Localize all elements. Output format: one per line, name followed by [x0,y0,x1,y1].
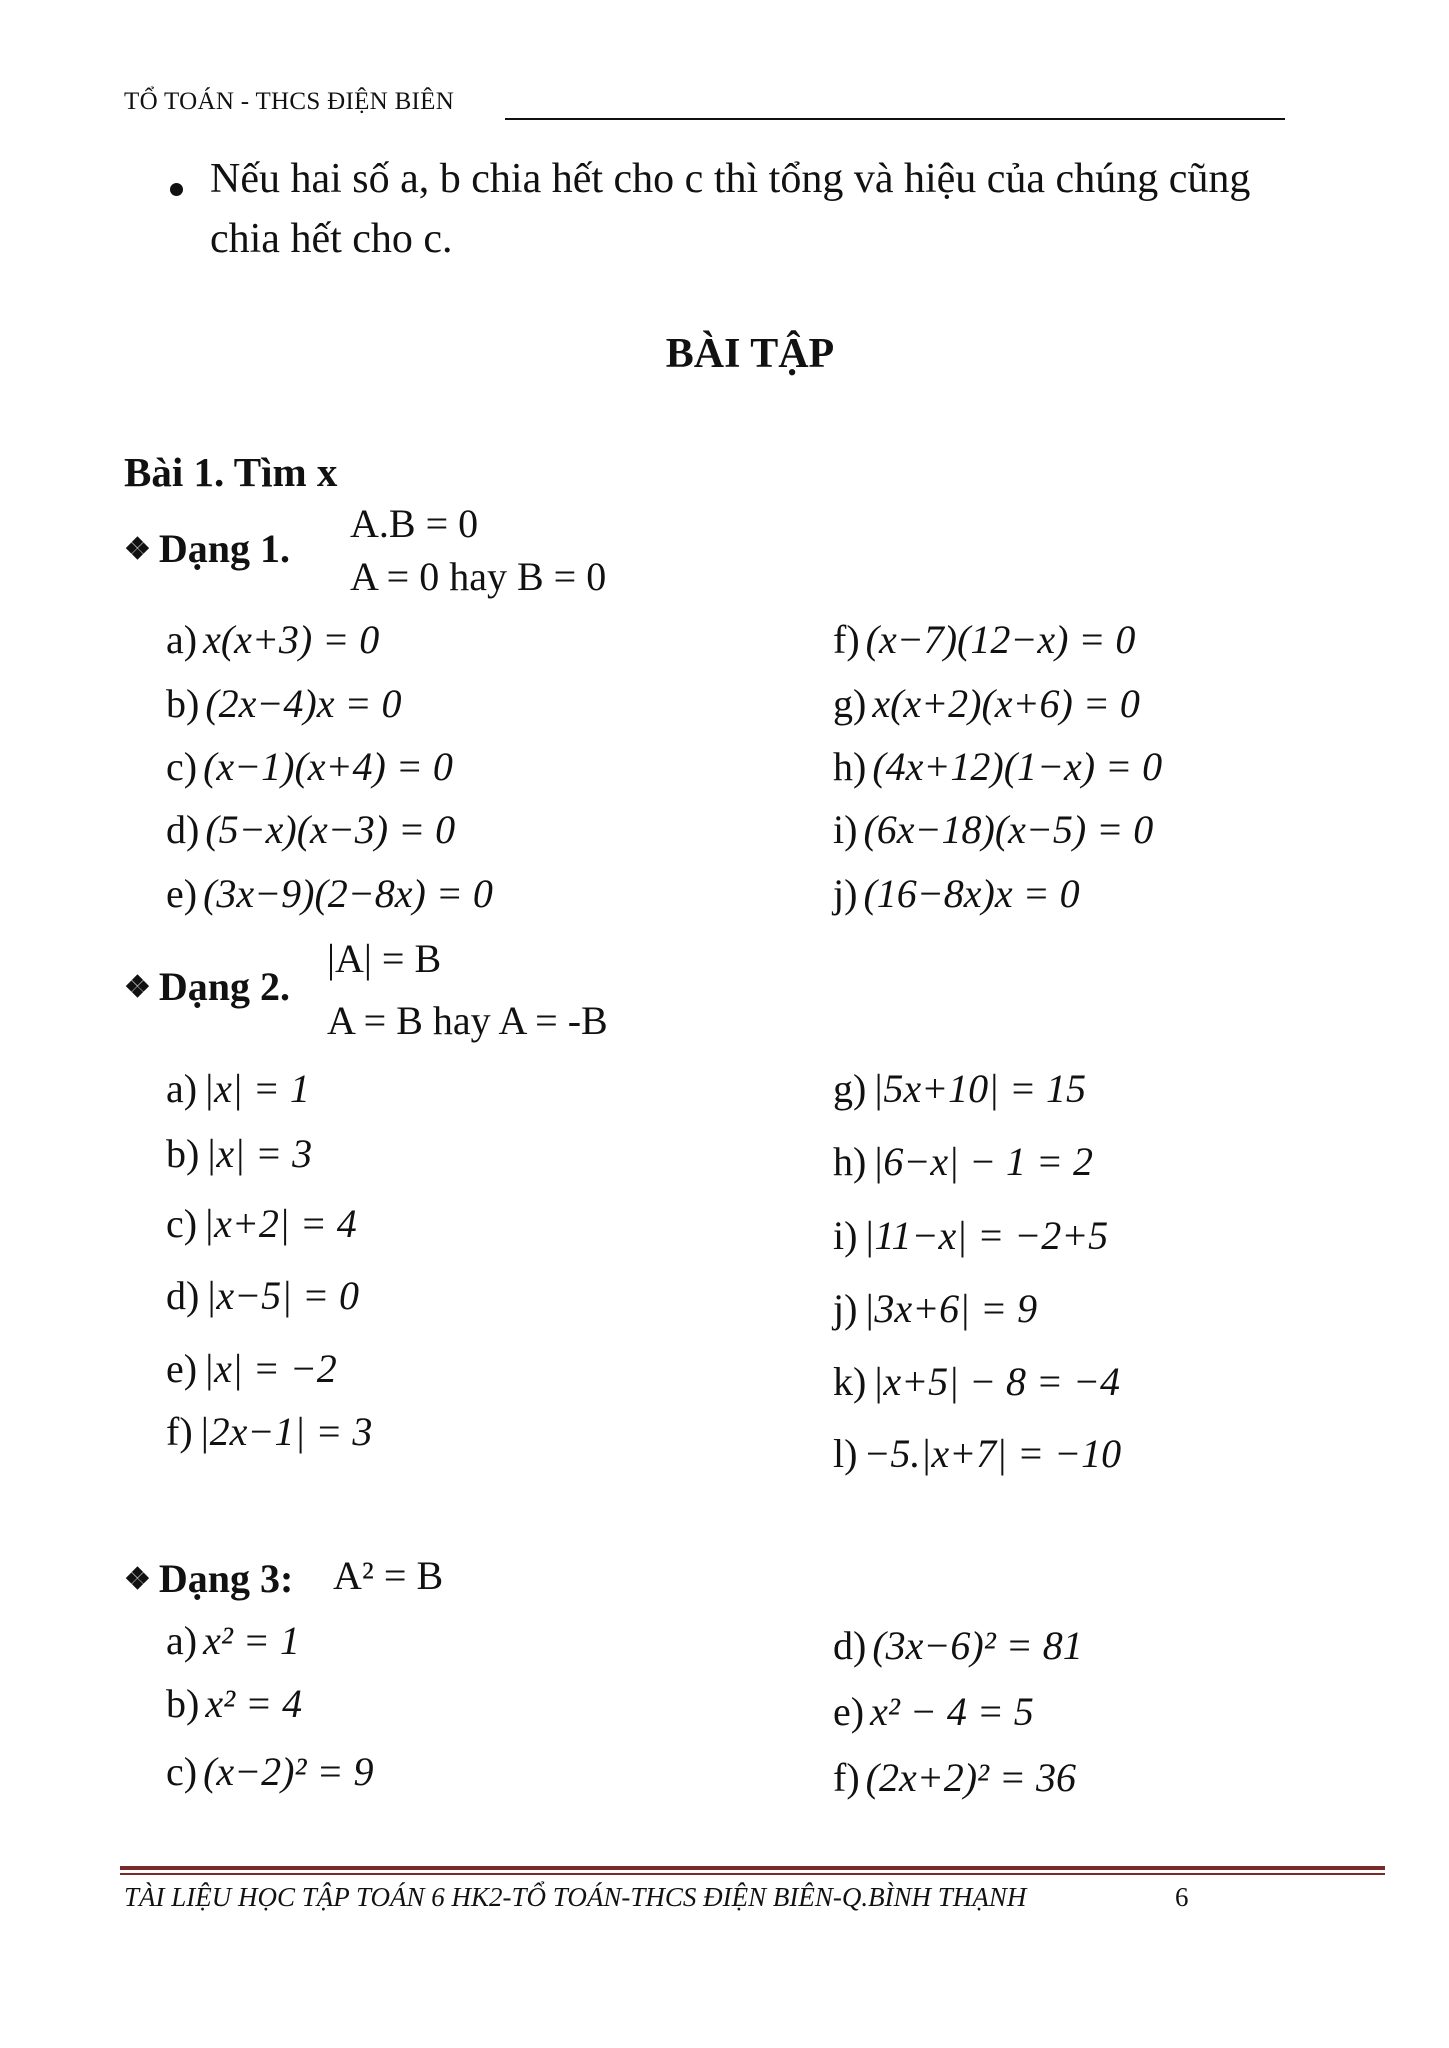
dang3-label: Dạng 3: [158,1556,294,1601]
exercise-item: i) (6x−18)(x−5) = 0 [833,807,1154,852]
dang3-heading [124,1555,293,1602]
page-header: TỔ TOÁN - THCS ĐIỆN BIÊN [124,88,455,115]
footer-text: TÀI LIỆU HỌC TẬP TOÁN 6 HK2-TỔ TOÁN-THCS ĐIỆN BIÊN-Q.BÌNH THẠNH [124,1882,1027,1912]
dang2-heading [124,963,290,1010]
bullet-icon [170,183,183,196]
diamond-bullet-icon: ❖ [124,971,151,1004]
exercise-item: e) x² − 4 = 5 [833,1689,1034,1734]
exercise-item: j) |3x+6| = 9 [833,1286,1038,1331]
dang1-formula1: A.B = 0 [350,501,479,546]
dang2-label: Dạng 2. [158,964,291,1009]
exercise-item: c) |x+2| = 4 [166,1201,357,1246]
footer-rule [120,1866,1385,1870]
exercise-item: e) |x| = −2 [166,1346,337,1391]
exercise-item: e) (3x−9)(2−8x) = 0 [166,871,493,916]
bullet-text-line2: chia hết cho c. [210,216,453,262]
exercise-item: h) (4x+12)(1−x) = 0 [833,744,1163,789]
exercise-item: g) x(x+2)(x+6) = 0 [833,681,1140,726]
header-rule [505,118,1285,120]
exercise-item: a) |x| = 1 [166,1066,310,1111]
dang1-label: Dạng 1. [158,526,291,571]
dang3-formula1: A² = B [333,1553,444,1598]
exercise-item: c) (x−1)(x+4) = 0 [166,744,453,789]
exercise-item: i) |11−x| = −2+5 [833,1213,1109,1258]
exercise-item: d) (5−x)(x−3) = 0 [166,807,456,852]
section-title: BÀI TẬP [665,331,835,377]
exercise-item: c) (x−2)² = 9 [166,1749,374,1794]
diamond-bullet-icon: ❖ [124,1563,151,1596]
page-number: 6 [1175,1882,1189,1912]
exercise-item: k) |x+5| − 8 = −4 [833,1359,1121,1404]
exercise-item: f) (x−7)(12−x) = 0 [833,617,1136,662]
footer-rule-thin [120,1873,1385,1875]
bullet-text-line1: Nếu hai số a, b chia hết cho c thì tổng và hiệu của chúng cũng [210,156,1251,202]
dang1-formula2: A = 0 hay B = 0 [350,554,607,599]
exercise-item: j) (16−8x)x = 0 [833,871,1080,916]
exercise-item: b) x² = 4 [166,1681,303,1726]
exercise-item: f) |2x−1| = 3 [166,1409,373,1454]
exercise-item: d) (3x−6)² = 81 [833,1623,1083,1668]
exercise-item: h) |6−x| − 1 = 2 [833,1139,1094,1184]
exercise-item: g) |5x+10| = 15 [833,1066,1087,1111]
exercise-item: a) x(x+3) = 0 [166,617,380,662]
exercise-item: d) |x−5| = 0 [166,1273,360,1318]
exercise-item: b) |x| = 3 [166,1131,313,1176]
exercise-item: a) x² = 1 [166,1618,300,1663]
dang2-formula2: A = B hay A = -B [327,998,608,1043]
exercise-item: f) (2x+2)² = 36 [833,1755,1077,1800]
exercise-item: b) (2x−4)x = 0 [166,681,402,726]
exercise-title: Bài 1. Tìm x [124,449,338,495]
exercise-item: l) −5.|x+7| = −10 [833,1431,1122,1476]
dang1-heading [124,525,290,572]
dang2-formula1: |A| = B [327,936,442,981]
diamond-bullet-icon: ❖ [124,533,151,566]
